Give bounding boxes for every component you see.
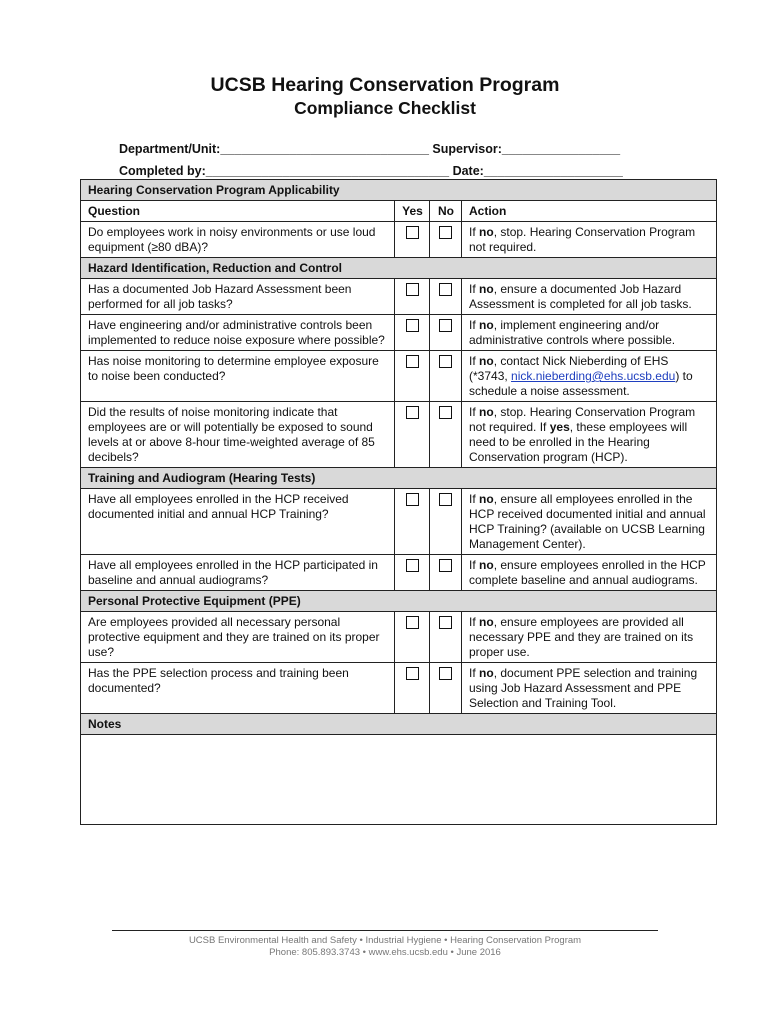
no-checkbox[interactable] xyxy=(439,226,452,239)
yes-checkbox[interactable] xyxy=(406,406,419,419)
section-header xyxy=(81,714,717,735)
section-applicability: Hearing Conservation Program Applicability xyxy=(81,180,717,201)
section-training: Training and Audiogram (Hearing Tests) xyxy=(81,468,717,489)
action-text: If no, document PPE selection and training using Job Hazard Assessment and PPE Selection and Training Tool. xyxy=(462,663,717,714)
action-text: If no, stop. Hearing Conservation Program not required. xyxy=(462,222,717,258)
section-hazard: Hazard Identification, Reduction and Control xyxy=(81,258,717,279)
footer-line-1: UCSB Environmental Health and Safety • Industrial Hygiene • Hearing Conservation Program xyxy=(188,935,582,946)
table-row xyxy=(81,489,717,555)
table-row xyxy=(81,612,717,663)
no-checkbox[interactable] xyxy=(439,493,452,506)
notes-area-row xyxy=(81,735,717,825)
question-text: Has a documented Job Hazard Assessment been performed for all job tasks? xyxy=(81,279,395,315)
yes-checkbox[interactable] xyxy=(406,493,419,506)
question-text: Have all employees enrolled in the HCP received documented initial and annual HCP Training? xyxy=(81,489,395,555)
column-header-row xyxy=(81,201,717,222)
section-ppe: Personal Protective Equipment (PPE) xyxy=(81,591,717,612)
footer-line-2: Phone: 805.893.3743 • www.ehs.ucsb.edu • June 2016 xyxy=(269,947,501,958)
section-header xyxy=(81,180,717,201)
department-label: Department/Unit: xyxy=(118,142,221,156)
question-text: Did the results of noise monitoring indicate that employees are or will potentially be exposed to sound levels at or above 8-hour time-weighted average of 85 decibels? xyxy=(81,402,395,468)
yes-checkbox[interactable] xyxy=(406,559,419,572)
table-row xyxy=(81,402,717,468)
question-text: Has noise monitoring to determine employee exposure to noise been conducted? xyxy=(81,351,395,402)
yes-checkbox[interactable] xyxy=(406,226,419,239)
yes-checkbox[interactable] xyxy=(406,667,419,680)
action-text: If no, implement engineering and/or administrative controls where possible. xyxy=(462,315,717,351)
completed-by-label: Completed by: xyxy=(118,164,206,178)
no-checkbox[interactable] xyxy=(439,616,452,629)
table-row xyxy=(81,222,717,258)
date-label: Date: xyxy=(452,164,484,178)
table-row xyxy=(81,663,717,714)
section-header xyxy=(81,591,717,612)
question-text: Are employees provided all necessary personal protective equipment and they are trained on its proper use? xyxy=(81,612,395,663)
ehs-email-link[interactable]: nick.nieberding@ehs.ucsb.edu xyxy=(511,369,676,383)
column-question: Question xyxy=(81,201,395,222)
table-row xyxy=(81,279,717,315)
question-text: Have all employees enrolled in the HCP participated in baseline and annual audiograms? xyxy=(81,555,395,591)
table-row xyxy=(81,555,717,591)
action-text: If no, contact Nick Nieberding of EHS (*3743, nick.nieberding@ehs.ucsb.edu) to schedule a noise assessment. xyxy=(462,351,717,402)
document-subtitle: Compliance Checklist xyxy=(294,98,476,118)
column-no: No xyxy=(430,201,462,222)
yes-checkbox[interactable] xyxy=(406,616,419,629)
section-header xyxy=(81,468,717,489)
action-text: If no, ensure a documented Job Hazard Assessment is completed for all job tasks. xyxy=(462,279,717,315)
no-checkbox[interactable] xyxy=(439,667,452,680)
action-text: If no, ensure all employees enrolled in the HCP received documented initial and annual HCP Training? (available on UCSB Learning Management Center). xyxy=(462,489,717,555)
column-action: Action xyxy=(462,201,717,222)
footer-divider xyxy=(112,930,658,931)
department-field[interactable]: ______________________________ xyxy=(220,142,429,156)
no-checkbox[interactable] xyxy=(439,283,452,296)
notes-area[interactable] xyxy=(81,735,717,825)
document-title: UCSB Hearing Conservation Program xyxy=(210,74,560,96)
compliance-checklist-table xyxy=(80,179,717,825)
yes-checkbox[interactable] xyxy=(406,355,419,368)
action-text: If no, ensure employees are provided all necessary PPE and they are trained on its proper use. xyxy=(462,612,717,663)
no-checkbox[interactable] xyxy=(439,406,452,419)
notes-label: Notes xyxy=(81,714,717,735)
table-row xyxy=(81,351,717,402)
date-field[interactable]: ____________________ xyxy=(483,164,623,178)
yes-checkbox[interactable] xyxy=(406,319,419,332)
yes-checkbox[interactable] xyxy=(406,283,419,296)
action-text: If no, ensure employees enrolled in the HCP complete baseline and annual audiograms. xyxy=(462,555,717,591)
completed-date-line xyxy=(112,150,623,178)
action-text: If no, stop. Hearing Conservation Program not required. If yes, these employees will need to be enrolled in the Hearing Conservation program (HCP). xyxy=(462,402,717,468)
table-row xyxy=(81,315,717,351)
section-header xyxy=(81,258,717,279)
supervisor-label: Supervisor: xyxy=(432,142,502,156)
completed-by-field[interactable]: ___________________________________ xyxy=(205,164,450,178)
no-checkbox[interactable] xyxy=(439,559,452,572)
question-text: Do employees work in noisy environments or use loud equipment (≥80 dBA)? xyxy=(81,222,395,258)
no-checkbox[interactable] xyxy=(439,319,452,332)
question-text: Has the PPE selection process and training been documented? xyxy=(81,663,395,714)
no-checkbox[interactable] xyxy=(439,355,452,368)
column-yes: Yes xyxy=(395,201,430,222)
supervisor-field[interactable]: _________________ xyxy=(501,142,621,156)
question-text: Have engineering and/or administrative controls been implemented to reduce noise exposure where possible? xyxy=(81,315,395,351)
